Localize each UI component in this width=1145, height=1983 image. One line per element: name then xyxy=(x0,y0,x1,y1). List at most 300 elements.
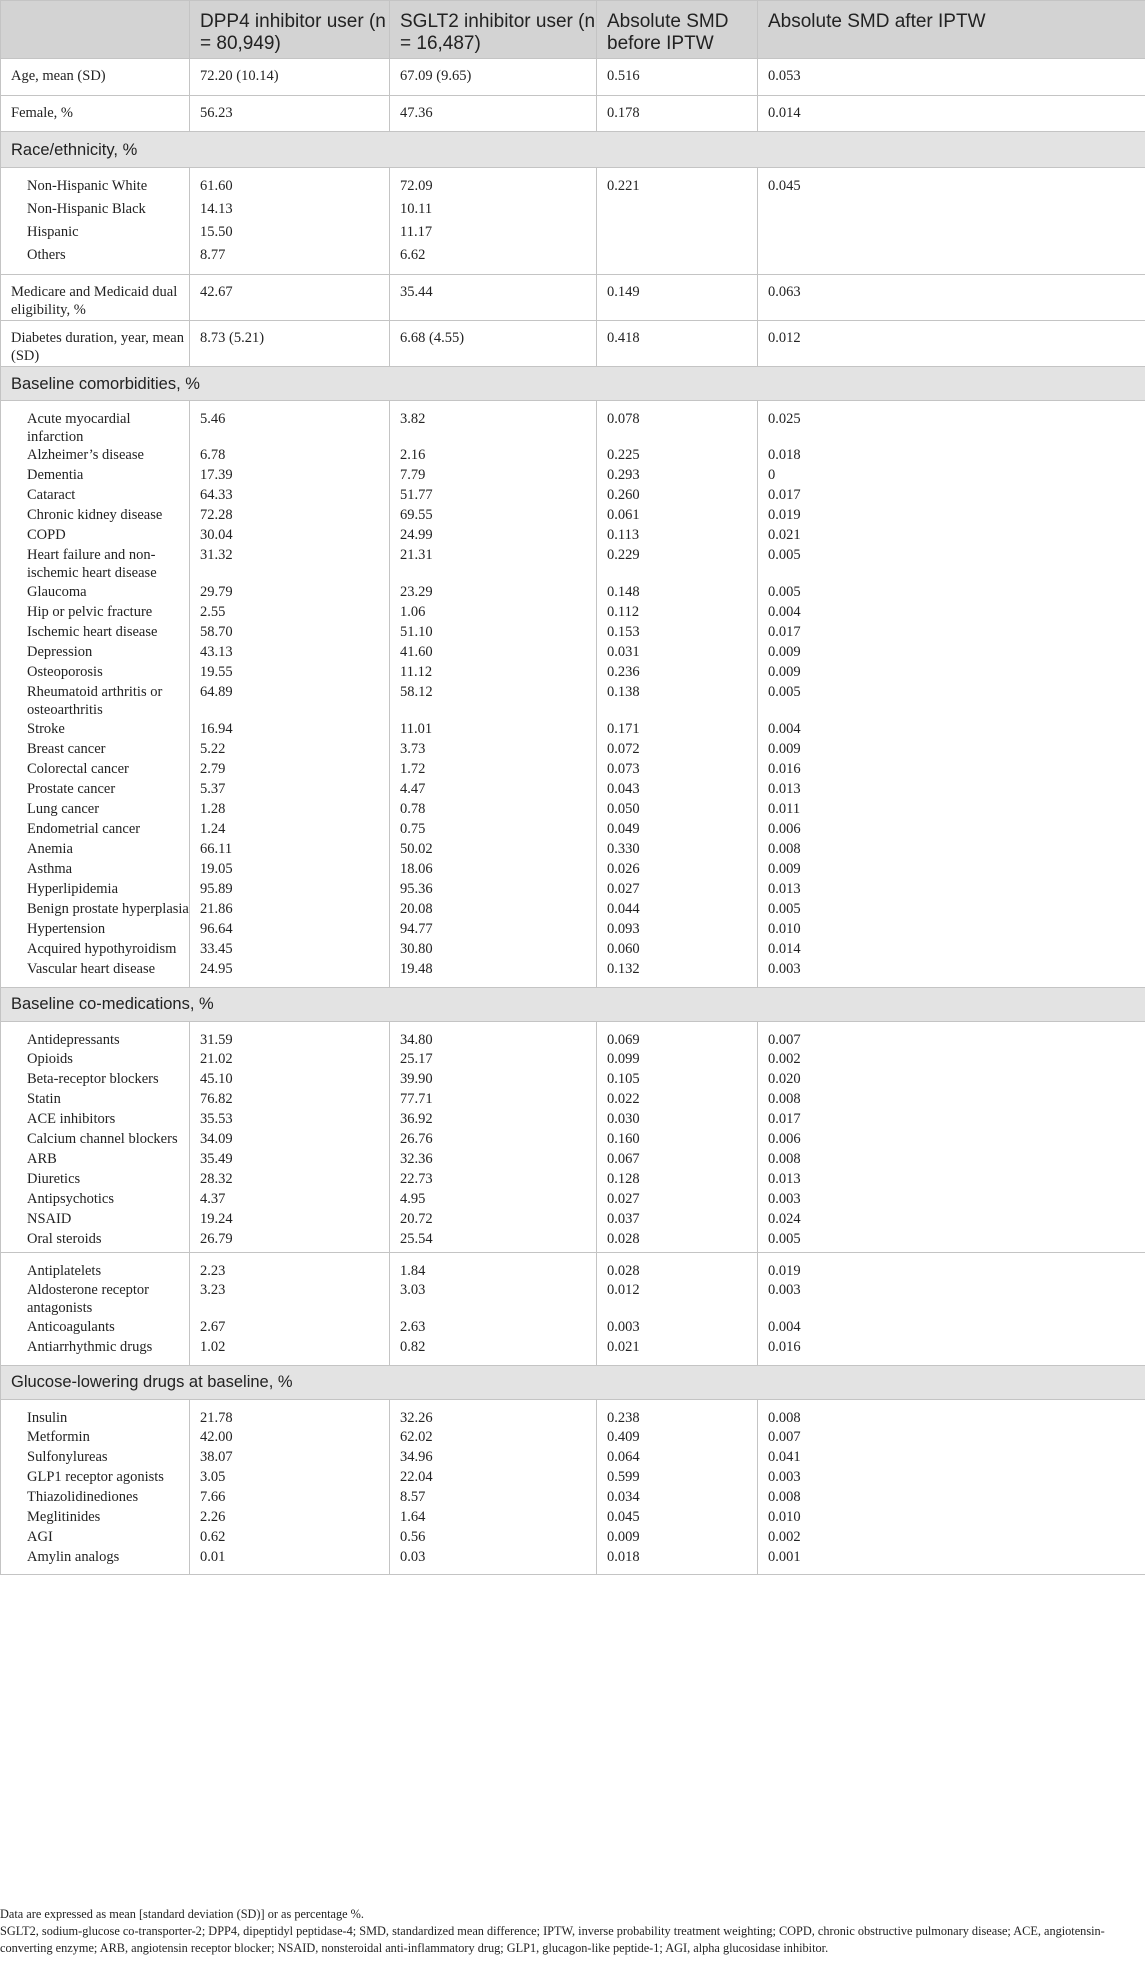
cell-smd-after: 0.003 xyxy=(758,1190,1145,1210)
cell-smd-before: 0.037 xyxy=(597,1210,758,1230)
cell-dpp4: 30.04 xyxy=(190,526,390,546)
table-row xyxy=(1,1170,1145,1190)
cell-sglt2: 36.92 xyxy=(390,1110,597,1130)
cell-dpp4: 42.00 xyxy=(190,1428,390,1448)
cell-variable: ACE inhibitors xyxy=(1,1110,190,1130)
cell-sglt2: 0.56 xyxy=(390,1528,597,1548)
cell-dpp4: 6.78 xyxy=(190,446,390,466)
cell-dpp4: 3.23 xyxy=(190,1281,390,1318)
cell-smd-after: 0.002 xyxy=(758,1528,1145,1548)
cell-dpp4: 56.23 xyxy=(190,96,390,132)
cell-smd-after: 0.017 xyxy=(758,1110,1145,1130)
cell-sglt2: 30.80 xyxy=(390,940,597,960)
cell-smd-before: 0.113 xyxy=(597,526,758,546)
table-row xyxy=(1,1428,1145,1448)
table-row xyxy=(1,1548,1145,1574)
cell-smd-before: 0.049 xyxy=(597,820,758,840)
cell-smd-before: 0.043 xyxy=(597,780,758,800)
cell-sglt2: 21.31 xyxy=(390,546,597,583)
cell-dpp4: 8.73 (5.21) xyxy=(190,321,390,367)
cell-smd-after: 0.008 xyxy=(758,1150,1145,1170)
cell-smd-before: 0.064 xyxy=(597,1448,758,1468)
cell-sglt2: 26.76 xyxy=(390,1130,597,1150)
cell-smd-after: 0.014 xyxy=(758,940,1145,960)
cell-smd-before: 0.027 xyxy=(597,1190,758,1210)
table-row xyxy=(1,59,1145,96)
cell-smd-before: 0.030 xyxy=(597,1110,758,1130)
cell-variable: Depression xyxy=(1,643,190,663)
cell-smd-after: 0.010 xyxy=(758,920,1145,940)
cell-smd-before: 0.028 xyxy=(597,1252,758,1281)
cell-dpp4: 24.95 xyxy=(190,960,390,987)
cell-variable: Cataract xyxy=(1,486,190,506)
cell-smd-after: 0.012 xyxy=(758,321,1145,367)
header-cell-sglt2: SGLT2 inhibitor user (n = 16,487) xyxy=(390,1,597,59)
cell-dpp4: 5.37 xyxy=(190,780,390,800)
cell-variable: Colorectal cancer xyxy=(1,760,190,780)
cell-sglt2: 6.62 xyxy=(390,246,597,275)
cell-smd-after: 0.003 xyxy=(758,960,1145,987)
cell-smd-before: 0.072 xyxy=(597,740,758,760)
cell-variable: Breast cancer xyxy=(1,740,190,760)
cell-variable: Acute myocardial infarction xyxy=(1,401,190,447)
cell-smd-after: 0.018 xyxy=(758,446,1145,466)
table-row xyxy=(1,1528,1145,1548)
cell-smd-after: 0.021 xyxy=(758,526,1145,546)
table-row xyxy=(1,246,1145,275)
table-footnotes xyxy=(0,1906,1140,1957)
cell-smd-before: 0.022 xyxy=(597,1090,758,1110)
table-row xyxy=(1,1230,1145,1252)
cell-variable: Diuretics xyxy=(1,1170,190,1190)
cell-smd-before xyxy=(597,246,758,275)
cell-dpp4: 17.39 xyxy=(190,466,390,486)
table-row xyxy=(1,603,1145,623)
table-row xyxy=(1,1281,1145,1318)
table-row xyxy=(1,643,1145,663)
cell-smd-after: 0.004 xyxy=(758,603,1145,623)
section-row xyxy=(1,987,1145,1021)
cell-sglt2: 25.54 xyxy=(390,1230,597,1252)
table-row xyxy=(1,446,1145,466)
cell-smd-after: 0.008 xyxy=(758,1488,1145,1508)
cell-sglt2: 95.36 xyxy=(390,880,597,900)
table-row xyxy=(1,1021,1145,1050)
cell-variable: Rheumatoid arthritis or osteoarthritis xyxy=(1,683,190,720)
cell-dpp4: 61.60 xyxy=(190,168,390,200)
table-row xyxy=(1,583,1145,603)
cell-dpp4: 15.50 xyxy=(190,223,390,246)
cell-smd-before: 0.078 xyxy=(597,401,758,447)
cell-smd-after: 0.020 xyxy=(758,1070,1145,1090)
cell-variable: Statin xyxy=(1,1090,190,1110)
footnote-data-expression: Data are expressed as mean [standard deviation (SD)] or as percentage %. xyxy=(0,1907,364,1921)
cell-smd-after: 0.003 xyxy=(758,1468,1145,1488)
cell-variable: Metformin xyxy=(1,1428,190,1448)
header-cell-smd-after: Absolute SMD after IPTW xyxy=(758,1,1145,59)
cell-smd-after: 0.003 xyxy=(758,1281,1145,1318)
cell-variable: AGI xyxy=(1,1528,190,1548)
cell-dpp4: 35.53 xyxy=(190,1110,390,1130)
cell-smd-before: 0.026 xyxy=(597,860,758,880)
cell-smd-before: 0.044 xyxy=(597,900,758,920)
cell-variable: Thiazolidinediones xyxy=(1,1488,190,1508)
table-row xyxy=(1,1070,1145,1090)
table-row xyxy=(1,1468,1145,1488)
cell-smd-after: 0.045 xyxy=(758,168,1145,200)
cell-variable: Sulfonylureas xyxy=(1,1448,190,1468)
table-row xyxy=(1,760,1145,780)
cell-variable: GLP1 receptor agonists xyxy=(1,1468,190,1488)
cell-variable: Aldosterone receptor antagonists xyxy=(1,1281,190,1318)
cell-dpp4: 21.78 xyxy=(190,1399,390,1428)
cell-smd-after: 0.005 xyxy=(758,683,1145,720)
cell-sglt2: 0.03 xyxy=(390,1548,597,1574)
cell-smd-before: 0.221 xyxy=(597,168,758,200)
cell-smd-before xyxy=(597,223,758,246)
cell-variable: Anticoagulants xyxy=(1,1318,190,1338)
cell-sglt2: 20.08 xyxy=(390,900,597,920)
cell-sglt2: 51.77 xyxy=(390,486,597,506)
cell-smd-after: 0.007 xyxy=(758,1428,1145,1448)
cell-sglt2: 1.64 xyxy=(390,1508,597,1528)
table-row xyxy=(1,1190,1145,1210)
cell-smd-after: 0.006 xyxy=(758,820,1145,840)
cell-variable: Vascular heart disease xyxy=(1,960,190,987)
cell-smd-after: 0.005 xyxy=(758,1230,1145,1252)
cell-sglt2: 7.79 xyxy=(390,466,597,486)
footnote-abbreviations: SGLT2, sodium-glucose co-transporter-2; DPP4, dipeptidyl peptidase-4; SMD, standardized mean difference; IPTW, inverse probability treatment weighting; COPD, chronic obstructive pulmonary disease; ACE, angiotensin-converting enzyme; ARB, angiotensin receptor blocker; NSAID, nonsteroidal anti-inflammatory drug; GLP1, glucagon-like peptide-1; AGI, alpha glucosidase inhibitor. xyxy=(0,1924,1105,1955)
cell-smd-before: 0.236 xyxy=(597,663,758,683)
section-row xyxy=(1,132,1145,168)
cell-variable: Lung cancer xyxy=(1,800,190,820)
cell-smd-before: 0.260 xyxy=(597,486,758,506)
cell-dpp4: 5.22 xyxy=(190,740,390,760)
table-row xyxy=(1,486,1145,506)
cell-sglt2: 51.10 xyxy=(390,623,597,643)
cell-sglt2: 19.48 xyxy=(390,960,597,987)
cell-dpp4: 0.62 xyxy=(190,1528,390,1548)
cell-smd-before xyxy=(597,200,758,223)
cell-sglt2: 35.44 xyxy=(390,275,597,321)
table-row xyxy=(1,466,1145,486)
cell-variable: Dementia xyxy=(1,466,190,486)
table-row xyxy=(1,321,1145,367)
cell-sglt2: 0.82 xyxy=(390,1338,597,1365)
cell-sglt2: 11.01 xyxy=(390,720,597,740)
cell-sglt2: 58.12 xyxy=(390,683,597,720)
section-heading: Baseline co-medications, % xyxy=(1,987,1145,1021)
cell-dpp4: 19.05 xyxy=(190,860,390,880)
cell-dpp4: 58.70 xyxy=(190,623,390,643)
cell-smd-before: 0.599 xyxy=(597,1468,758,1488)
cell-dpp4: 16.94 xyxy=(190,720,390,740)
cell-smd-before: 0.045 xyxy=(597,1508,758,1528)
cell-smd-before: 0.027 xyxy=(597,880,758,900)
cell-sglt2: 11.12 xyxy=(390,663,597,683)
cell-variable: Female, % xyxy=(1,96,190,132)
cell-smd-before: 0.067 xyxy=(597,1150,758,1170)
cell-smd-after: 0.009 xyxy=(758,663,1145,683)
table-row xyxy=(1,526,1145,546)
table-row xyxy=(1,900,1145,920)
cell-dpp4: 19.24 xyxy=(190,1210,390,1230)
cell-dpp4: 43.13 xyxy=(190,643,390,663)
header-cell-smd-before: Absolute SMD before IPTW xyxy=(597,1,758,59)
cell-smd-after xyxy=(758,200,1145,223)
cell-smd-before: 0.003 xyxy=(597,1318,758,1338)
cell-smd-before: 0.050 xyxy=(597,800,758,820)
cell-dpp4: 26.79 xyxy=(190,1230,390,1252)
cell-variable: Chronic kidney disease xyxy=(1,506,190,526)
cell-smd-after: 0.013 xyxy=(758,780,1145,800)
cell-variable: Endometrial cancer xyxy=(1,820,190,840)
cell-variable: Non-Hispanic White xyxy=(1,168,190,200)
cell-variable: Meglitinides xyxy=(1,1508,190,1528)
cell-dpp4: 38.07 xyxy=(190,1448,390,1468)
cell-sglt2: 1.06 xyxy=(390,603,597,623)
cell-smd-before: 0.012 xyxy=(597,1281,758,1318)
cell-sglt2: 1.84 xyxy=(390,1252,597,1281)
table-row xyxy=(1,800,1145,820)
cell-smd-before: 0.099 xyxy=(597,1050,758,1070)
cell-sglt2: 2.63 xyxy=(390,1318,597,1338)
cell-smd-after: 0.053 xyxy=(758,59,1145,96)
cell-variable: Anemia xyxy=(1,840,190,860)
cell-smd-after: 0.013 xyxy=(758,1170,1145,1190)
cell-smd-before: 0.225 xyxy=(597,446,758,466)
cell-variable: NSAID xyxy=(1,1210,190,1230)
table-row xyxy=(1,168,1145,200)
cell-smd-before: 0.112 xyxy=(597,603,758,623)
cell-sglt2: 4.95 xyxy=(390,1190,597,1210)
cell-smd-before: 0.293 xyxy=(597,466,758,486)
cell-sglt2: 3.73 xyxy=(390,740,597,760)
cell-sglt2: 39.90 xyxy=(390,1070,597,1090)
table-row xyxy=(1,546,1145,583)
cell-smd-before: 0.516 xyxy=(597,59,758,96)
cell-smd-after: 0.024 xyxy=(758,1210,1145,1230)
cell-smd-before: 0.009 xyxy=(597,1528,758,1548)
cell-dpp4: 95.89 xyxy=(190,880,390,900)
cell-variable: ARB xyxy=(1,1150,190,1170)
cell-smd-before: 0.160 xyxy=(597,1130,758,1150)
table-row xyxy=(1,740,1145,760)
cell-smd-before: 0.171 xyxy=(597,720,758,740)
table-row xyxy=(1,940,1145,960)
cell-smd-before: 0.034 xyxy=(597,1488,758,1508)
cell-dpp4: 28.32 xyxy=(190,1170,390,1190)
cell-dpp4: 2.55 xyxy=(190,603,390,623)
cell-smd-after: 0.011 xyxy=(758,800,1145,820)
table-row xyxy=(1,720,1145,740)
cell-sglt2: 32.26 xyxy=(390,1399,597,1428)
cell-dpp4: 1.28 xyxy=(190,800,390,820)
table-body xyxy=(1,59,1145,1575)
cell-smd-before: 0.069 xyxy=(597,1021,758,1050)
cell-smd-after: 0.016 xyxy=(758,1338,1145,1365)
cell-dpp4: 19.55 xyxy=(190,663,390,683)
table-row xyxy=(1,1210,1145,1230)
cell-dpp4: 34.09 xyxy=(190,1130,390,1150)
cell-smd-after: 0.005 xyxy=(758,546,1145,583)
cell-sglt2: 77.71 xyxy=(390,1090,597,1110)
cell-dpp4: 14.13 xyxy=(190,200,390,223)
cell-dpp4: 66.11 xyxy=(190,840,390,860)
cell-sglt2: 34.96 xyxy=(390,1448,597,1468)
section-heading: Race/ethnicity, % xyxy=(1,132,1145,168)
table-row xyxy=(1,840,1145,860)
cell-smd-before: 0.031 xyxy=(597,643,758,663)
cell-smd-before: 0.409 xyxy=(597,1428,758,1448)
cell-variable: Diabetes duration, year, mean (SD) xyxy=(1,321,190,367)
cell-dpp4: 7.66 xyxy=(190,1488,390,1508)
table-row xyxy=(1,1488,1145,1508)
cell-smd-after: 0.017 xyxy=(758,623,1145,643)
cell-dpp4: 72.20 (10.14) xyxy=(190,59,390,96)
section-heading: Glucose-lowering drugs at baseline, % xyxy=(1,1365,1145,1399)
cell-dpp4: 8.77 xyxy=(190,246,390,275)
cell-variable: Alzheimer’s disease xyxy=(1,446,190,466)
cell-sglt2: 62.02 xyxy=(390,1428,597,1448)
table-row xyxy=(1,1399,1145,1428)
cell-smd-before: 0.238 xyxy=(597,1399,758,1428)
cell-variable: Acquired hypothyroidism xyxy=(1,940,190,960)
table-row xyxy=(1,1338,1145,1365)
table-row xyxy=(1,880,1145,900)
table-row xyxy=(1,1110,1145,1130)
cell-smd-before: 0.021 xyxy=(597,1338,758,1365)
cell-variable: Hypertension xyxy=(1,920,190,940)
table-row xyxy=(1,960,1145,987)
cell-smd-after: 0.063 xyxy=(758,275,1145,321)
cell-smd-after xyxy=(758,223,1145,246)
cell-dpp4: 1.24 xyxy=(190,820,390,840)
table-row xyxy=(1,1090,1145,1110)
cell-sglt2: 23.29 xyxy=(390,583,597,603)
cell-smd-before: 0.132 xyxy=(597,960,758,987)
cell-smd-after: 0.010 xyxy=(758,1508,1145,1528)
header-row xyxy=(1,1,1145,59)
cell-smd-before: 0.061 xyxy=(597,506,758,526)
cell-dpp4: 31.32 xyxy=(190,546,390,583)
cell-variable: Asthma xyxy=(1,860,190,880)
cell-smd-after: 0.007 xyxy=(758,1021,1145,1050)
cell-smd-before: 0.148 xyxy=(597,583,758,603)
header-cell-variable xyxy=(1,1,190,59)
cell-dpp4: 96.64 xyxy=(190,920,390,940)
cell-dpp4: 33.45 xyxy=(190,940,390,960)
cell-sglt2: 24.99 xyxy=(390,526,597,546)
table-row xyxy=(1,401,1145,447)
cell-dpp4: 2.26 xyxy=(190,1508,390,1528)
cell-smd-after xyxy=(758,246,1145,275)
cell-smd-before: 0.330 xyxy=(597,840,758,860)
cell-smd-before: 0.149 xyxy=(597,275,758,321)
cell-dpp4: 64.89 xyxy=(190,683,390,720)
table-row xyxy=(1,200,1145,223)
cell-sglt2: 4.47 xyxy=(390,780,597,800)
section-heading: Baseline comorbidities, % xyxy=(1,367,1145,401)
section-row xyxy=(1,367,1145,401)
table-row xyxy=(1,860,1145,880)
cell-smd-after: 0.004 xyxy=(758,720,1145,740)
cell-smd-after: 0.005 xyxy=(758,900,1145,920)
cell-variable: Opioids xyxy=(1,1050,190,1070)
cell-sglt2: 34.80 xyxy=(390,1021,597,1050)
cell-variable: Insulin xyxy=(1,1399,190,1428)
table-row xyxy=(1,1252,1145,1281)
cell-smd-after: 0.001 xyxy=(758,1548,1145,1574)
section-row xyxy=(1,1365,1145,1399)
cell-smd-after: 0.009 xyxy=(758,643,1145,663)
cell-smd-before: 0.128 xyxy=(597,1170,758,1190)
cell-smd-before: 0.073 xyxy=(597,760,758,780)
cell-variable: Prostate cancer xyxy=(1,780,190,800)
cell-sglt2: 50.02 xyxy=(390,840,597,860)
cell-variable: Non-Hispanic Black xyxy=(1,200,190,223)
table-row xyxy=(1,1050,1145,1070)
cell-smd-before: 0.060 xyxy=(597,940,758,960)
cell-smd-after: 0 xyxy=(758,466,1145,486)
cell-dpp4: 29.79 xyxy=(190,583,390,603)
cell-smd-after: 0.008 xyxy=(758,1399,1145,1428)
cell-sglt2: 6.68 (4.55) xyxy=(390,321,597,367)
cell-sglt2: 67.09 (9.65) xyxy=(390,59,597,96)
table-row xyxy=(1,623,1145,643)
cell-variable: Age, mean (SD) xyxy=(1,59,190,96)
cell-dpp4: 21.86 xyxy=(190,900,390,920)
cell-smd-after: 0.004 xyxy=(758,1318,1145,1338)
cell-dpp4: 64.33 xyxy=(190,486,390,506)
cell-variable: Hyperlipidemia xyxy=(1,880,190,900)
cell-variable: Hispanic xyxy=(1,223,190,246)
table-row xyxy=(1,663,1145,683)
cell-sglt2: 11.17 xyxy=(390,223,597,246)
cell-dpp4: 4.37 xyxy=(190,1190,390,1210)
header-cell-dpp4: DPP4 inhibitor user (n = 80,949) xyxy=(190,1,390,59)
cell-variable: Hip or pelvic fracture xyxy=(1,603,190,623)
table-header xyxy=(1,1,1145,59)
cell-dpp4: 45.10 xyxy=(190,1070,390,1090)
cell-dpp4: 2.79 xyxy=(190,760,390,780)
cell-variable: Heart failure and non-ischemic heart disease xyxy=(1,546,190,583)
cell-sglt2: 22.04 xyxy=(390,1468,597,1488)
cell-dpp4: 31.59 xyxy=(190,1021,390,1050)
cell-smd-after: 0.025 xyxy=(758,401,1145,447)
cell-smd-after: 0.016 xyxy=(758,760,1145,780)
cell-variable: Medicare and Medicaid dual eligibility, % xyxy=(1,275,190,321)
cell-variable: Amylin analogs xyxy=(1,1548,190,1574)
cell-variable: Benign prostate hyperplasia xyxy=(1,900,190,920)
cell-sglt2: 32.36 xyxy=(390,1150,597,1170)
table-row xyxy=(1,820,1145,840)
table-row xyxy=(1,506,1145,526)
cell-sglt2: 0.78 xyxy=(390,800,597,820)
cell-sglt2: 94.77 xyxy=(390,920,597,940)
cell-sglt2: 41.60 xyxy=(390,643,597,663)
cell-variable: COPD xyxy=(1,526,190,546)
cell-sglt2: 1.72 xyxy=(390,760,597,780)
cell-smd-before: 0.178 xyxy=(597,96,758,132)
cell-sglt2: 8.57 xyxy=(390,1488,597,1508)
cell-sglt2: 72.09 xyxy=(390,168,597,200)
table-row xyxy=(1,1150,1145,1170)
table-row xyxy=(1,96,1145,132)
cell-smd-after: 0.041 xyxy=(758,1448,1145,1468)
cell-variable: Antidepressants xyxy=(1,1021,190,1050)
cell-smd-after: 0.006 xyxy=(758,1130,1145,1150)
